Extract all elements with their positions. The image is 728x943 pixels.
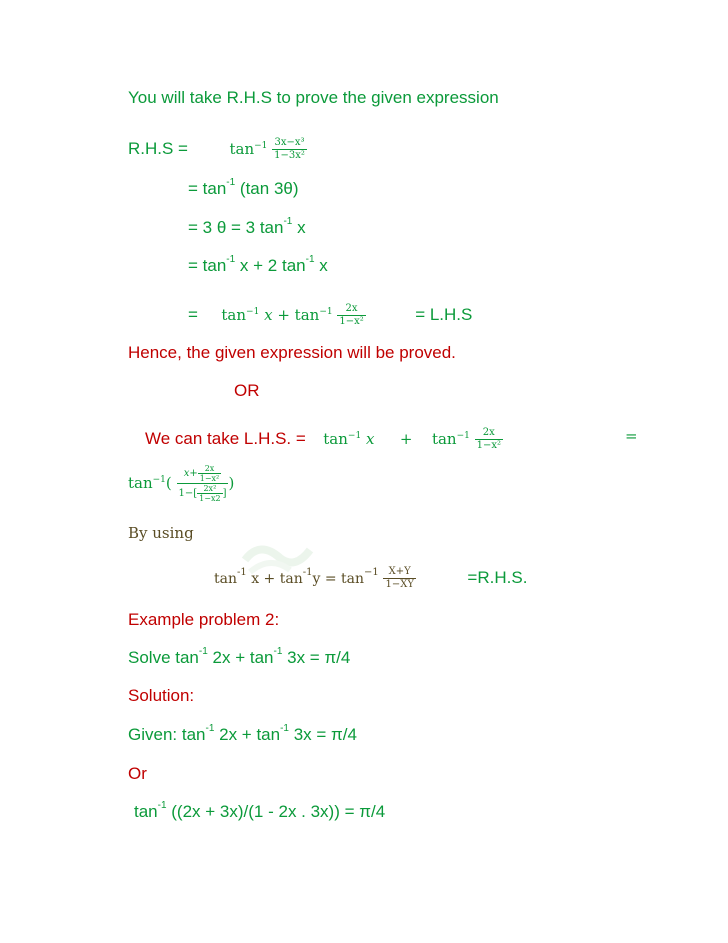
rhs-line — [128, 126, 307, 166]
fraction-rhs: $\frac{\text{3x−x³}}{\text{1−3x²}}$ — [274, 137, 305, 162]
fraction-step4: $\frac{2x}{\text{1−x²}}$ — [339, 303, 364, 328]
rhs-label: R.H.S = — [128, 139, 188, 158]
tan-inverse: $\tan^{-1}$ — [229, 140, 268, 158]
solve-line: Solve $\tan^{-1} 2x + \tan^{-1} 3x = \pi/4$ — [128, 646, 351, 667]
compound-fraction: x+ $\frac{2x}{\text{1−x²}}$ 1−[ $\frac{\text{2x²}}{1-x2}$ ] — [178, 464, 227, 504]
fraction-identity: $\frac{X+Y}{1-XY}$ — [385, 566, 414, 591]
given-line: Given: $\tan^{-1} 2x + \tan^{-1} 3x = \pi/4$ — [128, 723, 357, 744]
compound-expression: $\tan^{-1}$( x+ $\frac{2x}{\text{1−x²}}$ 1−[ $\frac{\text{2x²}}{1-x2}$ ] ) — [128, 464, 235, 504]
or-label-2: Or — [128, 764, 147, 783]
intro-text: You will take R.H.S to prove the given expression — [128, 88, 499, 107]
step4-line: = $\tan^{-1} x + \tan^{-1}$ $\frac{2x}{\text{1−x²}}$ = L.H.S — [188, 303, 473, 328]
step1-line: = $\tan^{-1} (\tan$ 3θ) — [188, 177, 299, 198]
lhs-line: We can take L.H.S. = $\tan^{-1} x + \tan^{-1}$ $\frac{2x}{\text{1−x²}}$ = — [145, 427, 638, 452]
lhs-label: = L.H.S — [415, 305, 473, 324]
solution-heading: Solution: — [128, 686, 195, 705]
last-line: $\tan^{-1} ((2x + 3x)/(1 - 2x$ . 3x)) = π/4 — [134, 800, 386, 821]
by-using-text: By using — [128, 524, 194, 542]
fraction-lhs: $\frac{2x}{\text{1−x²}}$ — [476, 427, 501, 452]
step2-line: = 3 θ = 3 $\tan^{-1} x$ — [188, 216, 306, 237]
example-heading: Example problem 2: — [128, 610, 280, 629]
hence-text: Hence, the given expression will be proved. — [128, 343, 456, 362]
step3-line: = $\tan^{-1} x + 2$ $\tan^{-1} x$ — [188, 254, 328, 275]
identity-line: $\tan^{-1} x + \tan^{-1}y = \tan^{-1}$ $\frac{X+Y}{1-XY}$ =R.H.S. — [214, 566, 528, 591]
or-label-1: OR — [234, 381, 260, 400]
